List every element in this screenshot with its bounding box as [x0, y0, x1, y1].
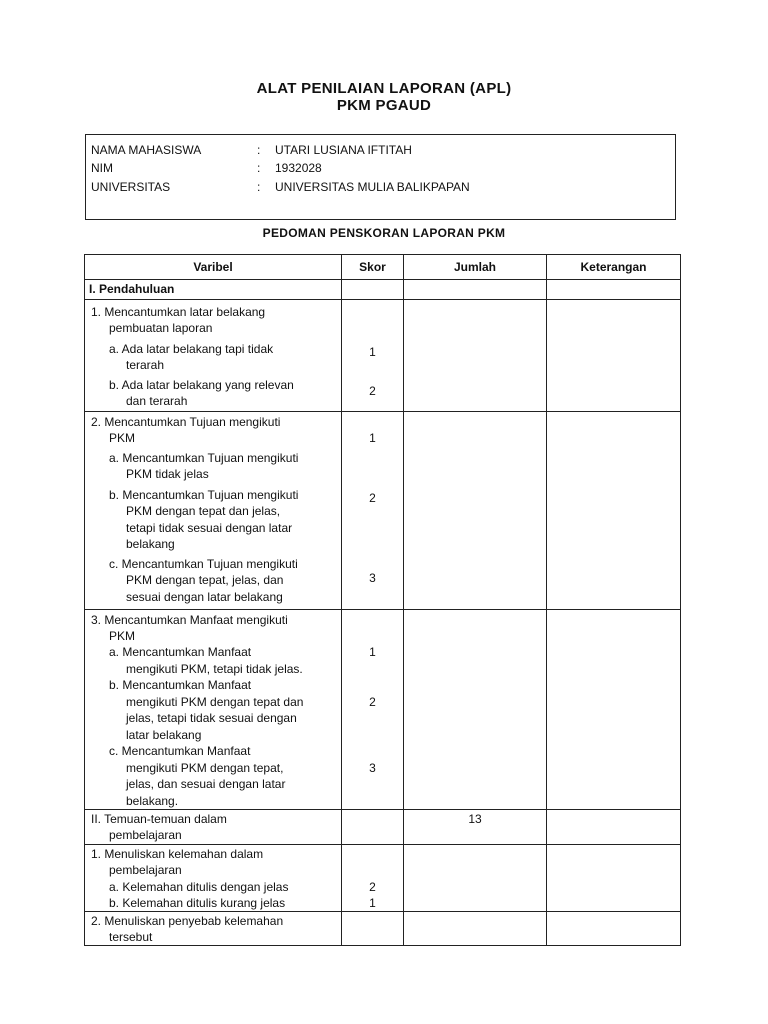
document-title-line2: PKM PGAUD — [336, 97, 432, 114]
skor-cell — [342, 610, 404, 810]
item-text: tersebut — [109, 930, 153, 944]
jumlah-cell — [404, 845, 547, 912]
item-text: PKM dengan tepat, jelas, dan — [126, 573, 284, 587]
table-row — [85, 300, 681, 412]
skor-value: 1 — [369, 896, 376, 910]
colon: : — [257, 180, 261, 194]
varibel-cell — [85, 300, 342, 412]
skor-value: 1 — [369, 431, 376, 445]
skor-value: 2 — [369, 880, 376, 894]
item-text: pembelajaran — [109, 828, 182, 842]
keterangan-cell — [547, 810, 681, 845]
skor-value: 2 — [369, 384, 376, 398]
item-text: b. Mencantumkan Tujuan mengikuti — [109, 488, 299, 502]
skor-value: 2 — [369, 695, 376, 709]
skor-value: 3 — [369, 571, 376, 585]
skor-cell — [342, 412, 404, 610]
skor-cell — [342, 912, 404, 946]
scoring-table — [84, 254, 681, 946]
item-text: sesuai dengan latar belakang — [126, 590, 283, 604]
keterangan-cell — [547, 912, 681, 946]
skor-cell — [342, 300, 404, 412]
item-text: 3. Mencantumkan Manfaat mengikuti — [91, 613, 288, 627]
nama-value: UTARI LUSIANA IFTITAH — [275, 143, 412, 157]
header-skor: Skor — [342, 255, 404, 280]
colon: : — [257, 143, 261, 157]
item-text: II. Temuan-temuan dalam — [91, 812, 227, 826]
jumlah-cell — [404, 912, 547, 946]
section-subtitle: PEDOMAN PENSKORAN LAPORAN PKM — [262, 226, 506, 240]
universitas-label: UNIVERSITAS — [91, 180, 171, 194]
skor-cell — [342, 845, 404, 912]
item-text: 2. Mencantumkan Tujuan mengikuti — [91, 415, 281, 429]
table-row — [85, 412, 681, 610]
student-info-box — [85, 134, 676, 220]
item-text: a. Mencantumkan Tujuan mengikuti — [109, 451, 299, 465]
table-row — [85, 845, 681, 912]
keterangan-cell — [547, 610, 681, 810]
skor-value: 1 — [369, 645, 376, 659]
skor-value: 3 — [369, 761, 376, 775]
varibel-cell — [85, 810, 342, 845]
item-text: PKM — [109, 431, 136, 445]
item-text: 1. Menuliskan kelemahan dalam — [91, 847, 264, 861]
item-text: PKM — [109, 629, 136, 643]
jumlah-cell — [404, 810, 547, 845]
item-text: pembelajaran — [109, 863, 182, 877]
skor-cell — [342, 810, 404, 845]
section-row-pendahuluan — [85, 280, 681, 300]
table-row — [85, 810, 681, 845]
item-text: 2. Menuliskan penyebab kelemahan — [91, 914, 284, 928]
keterangan-cell — [547, 412, 681, 610]
jumlah-cell — [404, 412, 547, 610]
item-text: belakang — [126, 537, 175, 551]
header-jumlah: Jumlah — [404, 255, 547, 280]
item-text: latar belakang — [126, 728, 202, 742]
item-text: belakang. — [126, 794, 179, 808]
universitas-value: UNIVERSITAS MULIA BALIKPAPAN — [275, 180, 470, 194]
varibel-cell — [85, 845, 342, 912]
item-text: mengikuti PKM dengan tepat dan — [126, 695, 304, 709]
jumlah-cell — [404, 300, 547, 412]
skor-value: 1 — [369, 345, 376, 359]
item-text: pembuatan laporan — [109, 321, 213, 335]
header-keterangan: Keterangan — [547, 255, 681, 280]
jumlah-cell — [404, 610, 547, 810]
keterangan-cell — [547, 845, 681, 912]
varibel-cell — [85, 912, 342, 946]
nim-label: NIM — [91, 161, 113, 175]
section-label: I. Pendahuluan — [85, 280, 342, 300]
keterangan-cell — [547, 300, 681, 412]
item-text: b. Mencantumkan Manfaat — [109, 678, 252, 692]
header-varibel: Varibel — [85, 255, 342, 280]
item-text: b. Ada latar belakang yang relevan — [109, 378, 294, 392]
item-text: c. Mencantumkan Tujuan mengikuti — [109, 557, 298, 571]
item-text: c. Mencantumkan Manfaat — [109, 744, 251, 758]
item-text: a. Kelemahan ditulis dengan jelas — [109, 880, 289, 894]
skor-value: 2 — [369, 491, 376, 505]
item-text: a. Mencantumkan Manfaat — [109, 645, 252, 659]
item-text: b. Kelemahan ditulis kurang jelas — [109, 896, 286, 910]
colon: : — [257, 161, 261, 175]
varibel-cell — [85, 610, 342, 810]
item-text: terarah — [126, 358, 165, 372]
document-title-line1: ALAT PENILAIAN LAPORAN (APL) — [256, 80, 512, 97]
varibel-cell — [85, 412, 342, 610]
table-row — [85, 912, 681, 946]
item-text: 1. Mencantumkan latar belakang — [91, 305, 266, 319]
item-text: mengikuti PKM, tetapi tidak jelas. — [126, 662, 303, 676]
item-text: tetapi tidak sesuai dengan latar — [126, 521, 293, 535]
item-text: mengikuti PKM dengan tepat, — [126, 761, 284, 775]
item-text: PKM dengan tepat dan jelas, — [126, 504, 281, 518]
table-row — [85, 610, 681, 810]
nama-label: NAMA MAHASISWA — [91, 143, 202, 157]
jumlah-value: 13 — [468, 812, 482, 826]
item-text: dan terarah — [126, 394, 188, 408]
item-text: jelas, tetapi tidak sesuai dengan — [126, 711, 297, 725]
table-header-row — [85, 255, 681, 280]
item-text: jelas, dan sesuai dengan latar — [126, 777, 286, 791]
item-text: PKM tidak jelas — [126, 467, 209, 481]
nim-value: 1932028 — [275, 161, 322, 175]
item-text: a. Ada latar belakang tapi tidak — [109, 342, 274, 356]
